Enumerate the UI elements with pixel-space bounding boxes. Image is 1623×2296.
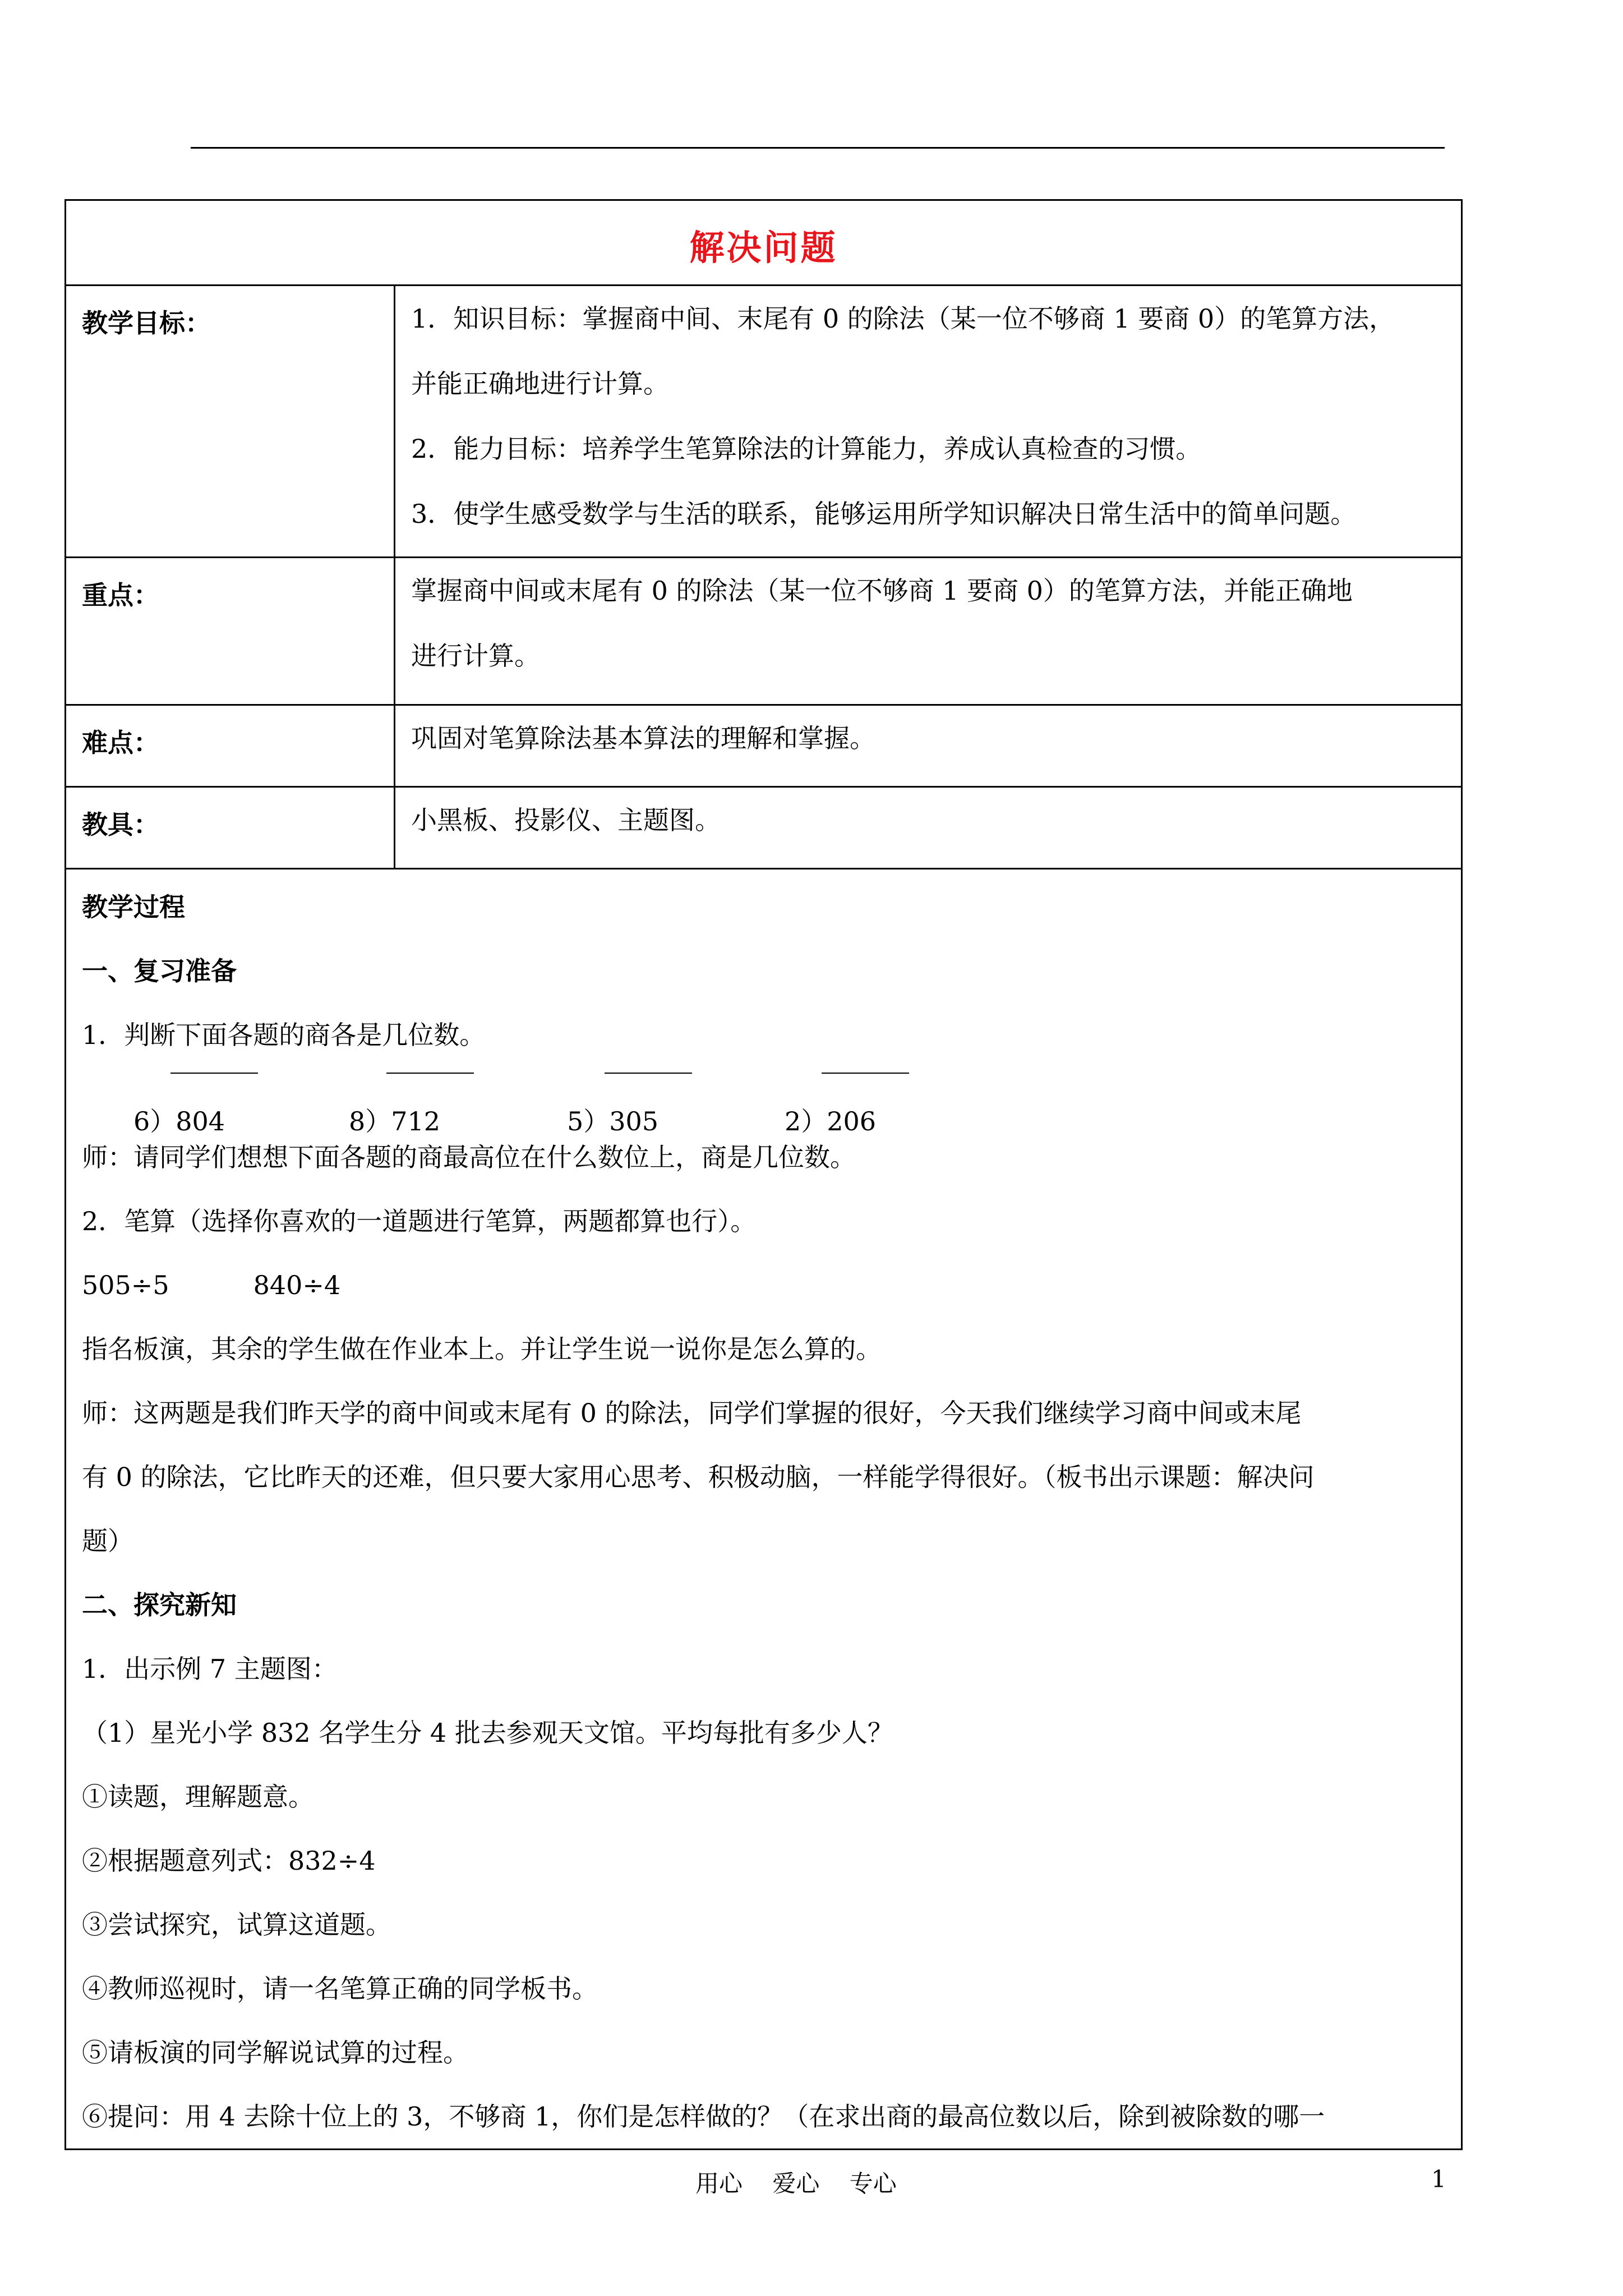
lesson-plan-table — [64, 199, 1463, 2150]
review-item-1: 1．判断下面各题的商各是几位数。 — [82, 1020, 486, 1050]
calc-exercises — [82, 1253, 1461, 1317]
step-item: ①读题，理解题意。 — [82, 1782, 314, 1812]
footer-motto: 用心 爱心 专心 — [695, 2170, 897, 2197]
board-instruction: 指名板演，其余的学生做在作业本上。并让学生说一说你是怎么算的。 — [82, 1334, 882, 1364]
difficulty-content — [395, 705, 1462, 787]
teacher-prompt: 师：请同学们想想下面各题的商最高位在什么数位上，商是几位数。 — [82, 1142, 856, 1172]
goals-row — [66, 286, 1462, 558]
division-bar — [386, 1073, 474, 1074]
teacher-intro-line: 有 0 的除法，它比昨天的还难，但只要大家用心思考、积极动脑，一样能学得很好。（板书出示课题：解决问 — [82, 1462, 1315, 1492]
key-content — [395, 558, 1462, 705]
process-row — [66, 869, 1462, 2150]
division-bar — [822, 1073, 909, 1074]
teacher-intro-line: 师：这两题是我们昨天学的商中间或末尾有 0 的除法，同学们掌握的很好，今天我们继续学习商中间或末尾 — [82, 1398, 1302, 1428]
example-item: 1．出示例 7 主题图： — [82, 1654, 338, 1684]
goals-line: 3．使学生感受数学与生活的联系，能够运用所学知识解决日常生活中的简单问题。 — [411, 499, 1357, 529]
key-row — [66, 558, 1462, 705]
step-item: ⑤请板演的同学解说试算的过程。 — [82, 2037, 469, 2068]
division-bar — [605, 1073, 692, 1074]
key-line: 掌握商中间或末尾有 0 的除法（某一位不够商 1 要商 0）的笔算方法，并能正确地 — [411, 576, 1353, 606]
difficulty-label: 难点： — [66, 705, 395, 787]
key-line: 进行计算。 — [411, 641, 540, 671]
process-cell — [66, 869, 1462, 2150]
calc-exercise: 840÷4 — [253, 1270, 341, 1300]
goals-line: 1．知识目标：掌握商中间、末尾有 0 的除法（某一位不够商 1 要商 0）的笔算方法， — [411, 303, 1395, 334]
step-item: ④教师巡视时，请一名笔算正确的同学板书。 — [82, 1973, 598, 2004]
tools-content — [395, 787, 1462, 869]
goals-line: 2．能力目标：培养学生笔算除法的计算能力，养成认真检查的习惯。 — [411, 434, 1202, 464]
key-label: 重点： — [66, 558, 395, 705]
tools-label: 教具： — [66, 787, 395, 869]
page-number: 1 — [1431, 2165, 1446, 2193]
tools-text: 小黑板、投影仪、主题图。 — [411, 805, 721, 835]
page-title: 解决问题 — [689, 227, 838, 268]
tools-row — [66, 787, 1462, 869]
section-explore: 二、探究新知 — [82, 1590, 237, 1620]
calc-exercise: 505÷5 — [82, 1270, 169, 1300]
difficulty-row — [66, 705, 1462, 787]
goals-content — [395, 286, 1462, 558]
division-exercises — [82, 1067, 1461, 1137]
problem-text: （1）星光小学 832 名学生分 4 批去参观天文馆。平均每批有多少人？ — [82, 1718, 893, 1748]
division-exercise: 8）712 — [349, 1106, 441, 1137]
review-item-2: 2．笔算（选择你喜欢的一道题进行笔算，两题都算也行）。 — [82, 1206, 757, 1236]
title-cell — [66, 200, 1462, 286]
division-exercise: 6）804 — [133, 1106, 225, 1137]
difficulty-text: 巩固对笔算除法基本算法的理解和掌握。 — [411, 723, 875, 753]
goals-line: 并能正确地进行计算。 — [411, 369, 669, 399]
section-review: 一、复习准备 — [82, 956, 237, 986]
goals-label: 教学目标： — [66, 286, 395, 558]
step-item: ⑥提问：用 4 去除十位上的 3，不够商 1，你们是怎样做的？（在求出商的最高位数以后，除到被除数的哪一 — [82, 2101, 1325, 2132]
division-bar — [170, 1073, 258, 1074]
process-heading: 教学过程 — [82, 892, 185, 922]
step-item: ②根据题意列式：832÷4 — [82, 1846, 376, 1876]
step-item: ③尝试探究，试算这道题。 — [82, 1910, 391, 1940]
teacher-intro-line: 题） — [82, 1526, 133, 1556]
division-exercise: 5）305 — [567, 1106, 659, 1137]
division-exercise: 2）206 — [785, 1106, 877, 1137]
header-rule — [191, 147, 1445, 149]
